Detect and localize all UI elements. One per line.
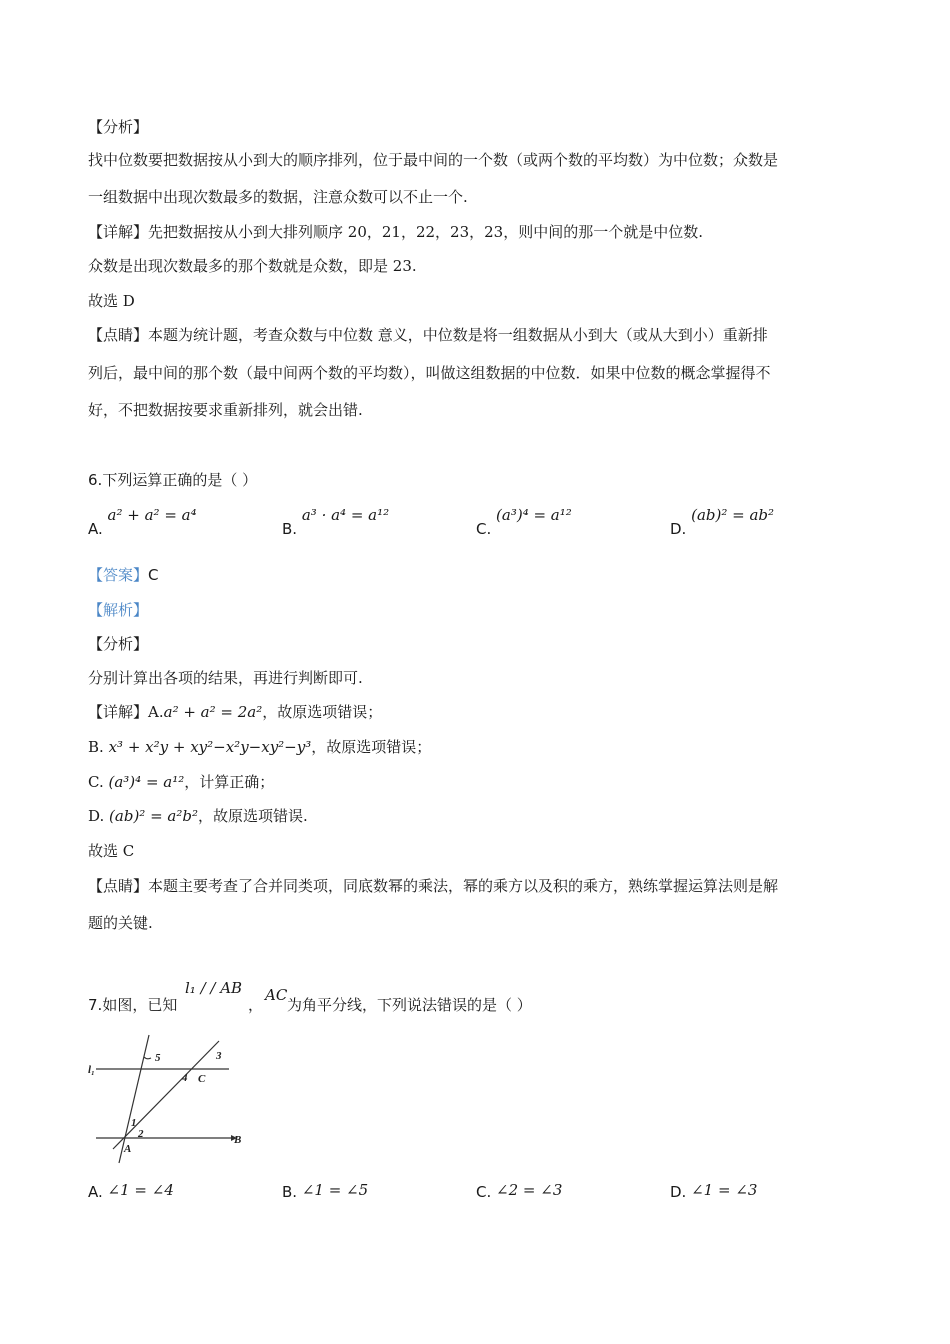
- q7-expr-parallel: l₁ / / AB: [185, 979, 243, 997]
- q6-stem: [88, 470, 257, 490]
- q7-option-a-expr: ∠1 = ∠4: [107, 1181, 174, 1199]
- q5-fenxi-tag: 【分析】: [88, 118, 149, 136]
- q6-fenxi: 分别计算出各项的结果，再进行判断即可.: [88, 669, 363, 687]
- q6-step-a-tail: ，故原选项错误；: [262, 703, 383, 721]
- q5-xiangjie: [88, 222, 703, 242]
- q6-option-b: [282, 505, 390, 538]
- q6-xiangjie-tag: 【详解】: [88, 703, 149, 721]
- q6-option-a-expr: a² + a² = a⁴: [107, 506, 197, 524]
- q6-option-d-label: D.: [670, 520, 687, 538]
- q6-step-b-expr: x³ + x²y + xy²−x²y−xy²−y³: [108, 738, 312, 756]
- fig-label-5: 5: [155, 1052, 161, 1064]
- q6-step-b-prefix: B.: [88, 738, 104, 756]
- q6-choice: 故选 C: [88, 842, 135, 860]
- q7-number: 7.: [88, 996, 103, 1014]
- q6-step-c-prefix: C.: [88, 773, 104, 791]
- q5-fenxi-line1: 找中位数要把数据按从小到大的顺序排列，位于最中间的一个数（或两个数的平均数）为中位数；众数是: [88, 151, 779, 169]
- fig-label-c: C: [198, 1073, 206, 1085]
- q7-option-b: [282, 1180, 368, 1200]
- q6-step-a-prefix: A.: [148, 703, 164, 721]
- q7-option-b-expr: ∠1 = ∠5: [301, 1181, 369, 1199]
- q6-step-d-tail: ，故原选项错误.: [198, 807, 308, 825]
- q6-dianjing: [88, 876, 778, 896]
- fig-label-l1: l₁: [88, 1064, 95, 1076]
- q6-dianjing-line2: 题的关键.: [88, 914, 153, 932]
- q7-option-c: [476, 1180, 562, 1200]
- q6-option-c: [476, 505, 572, 538]
- q6-option-a: [88, 505, 197, 538]
- q7-option-a-label: A.: [88, 1183, 103, 1201]
- q7-comma: ，: [248, 996, 264, 1014]
- q6-answer-tag: 【答案】: [88, 566, 149, 584]
- q6-option-b-expr: a³ · a⁴ = a¹²: [301, 506, 390, 524]
- fig-label-4: 4: [182, 1072, 188, 1084]
- q6-step-d-prefix: D.: [88, 807, 105, 825]
- q7-option-c-expr: ∠2 = ∠3: [496, 1181, 563, 1199]
- q7-stem: [88, 995, 177, 1015]
- q7-option-c-label: C.: [476, 1183, 492, 1201]
- q7-figure: [86, 1027, 251, 1167]
- q6-jiexi-tag: 【解析】: [88, 601, 149, 619]
- q6-step-d: [88, 806, 308, 826]
- fig-label-a: A: [124, 1143, 132, 1155]
- q6-step-c: [88, 772, 274, 792]
- q6-option-c-label: C.: [476, 520, 492, 538]
- bisector-line-ac: [113, 1041, 219, 1149]
- q6-step-a: [88, 702, 382, 722]
- q6-step-c-tail: ，计算正确；: [184, 773, 275, 791]
- q5-dianjing-tag: 【点睛】: [88, 326, 149, 344]
- fig-label-2: 2: [138, 1128, 144, 1140]
- q6-option-c-expr: (a³)⁴ = a¹²: [496, 506, 572, 524]
- q7-option-d-expr: ∠1 = ∠3: [691, 1181, 758, 1199]
- q6-dianjing-tag: 【点睛】: [88, 877, 149, 895]
- fig-label-1: 1: [131, 1117, 137, 1129]
- q6-answer: [88, 565, 159, 585]
- q6-option-b-label: B.: [282, 520, 298, 538]
- q6-dianjing-line1: 本题主要考查了合并同类项，同底数幂的乘法，幂的乘方以及积的乘方，熟练掌握运算法则是解: [148, 877, 779, 895]
- q6-option-d-expr: (ab)² = ab²: [691, 506, 775, 524]
- q5-xiangjie-line2: 众数是出现次数最多的那个数就是众数，即是 23.: [88, 257, 417, 275]
- q5-dianjing-line2: 列后，最中间的那个数（最中间两个数的平均数），叫做这组数据的中位数．如果中位数的概念掌握得不: [88, 364, 771, 382]
- q6-fenxi-tag: 【分析】: [88, 635, 149, 653]
- q6-option-d: [670, 505, 775, 538]
- fig-label-b: B: [234, 1134, 242, 1146]
- q6-step-c-expr: (a³)⁴ = a¹²: [108, 773, 185, 791]
- q5-dianjing-line1: 本题为统计题，考查众数与中位数 意义，中位数是将一组数据从小到大（或从大到小）重新排: [148, 326, 768, 344]
- q6-step-a-expr: a² + a² = 2a²: [163, 703, 263, 721]
- fig-label-3: 3: [216, 1050, 222, 1062]
- q5-dianjing-line3: 好，不把数据按要求重新排列，就会出错.: [88, 401, 363, 419]
- q6-step-b-tail: ，故原选项错误；: [311, 738, 432, 756]
- angle-5-arc: [144, 1057, 151, 1059]
- q7-expr-ac: AC: [265, 986, 288, 1004]
- q6-number: 6.: [88, 471, 103, 489]
- q5-choice: 故选 D: [88, 292, 135, 310]
- q6-step-d-expr: (ab)² = a²b²: [109, 807, 198, 825]
- q5-xiangjie-tag: 【详解】: [88, 223, 149, 241]
- q7-option-d-label: D.: [670, 1183, 687, 1201]
- q6-stem-text: 下列运算正确的是（ ）: [102, 471, 258, 489]
- q7-option-a: [88, 1180, 174, 1200]
- q5-dianjing: [88, 325, 768, 345]
- q7-option-d: [670, 1180, 757, 1200]
- q7-option-b-label: B.: [282, 1183, 298, 1201]
- q6-answer-value: C: [148, 566, 159, 584]
- q5-fenxi-line2: 一组数据中出现次数最多的数据，注意众数可以不止一个.: [88, 188, 468, 206]
- q6-option-a-label: A.: [88, 520, 103, 538]
- q6-step-b: [88, 737, 431, 757]
- q5-xiangjie-line1: 先把数据按从小到大排列顺序 20，21，22，23，23，则中间的那一个就是中位数.: [148, 223, 703, 241]
- q7-stem-pre: 如图，已知: [102, 996, 178, 1014]
- q7-stem-post: 为角平分线，下列说法错误的是（ ）: [287, 996, 532, 1014]
